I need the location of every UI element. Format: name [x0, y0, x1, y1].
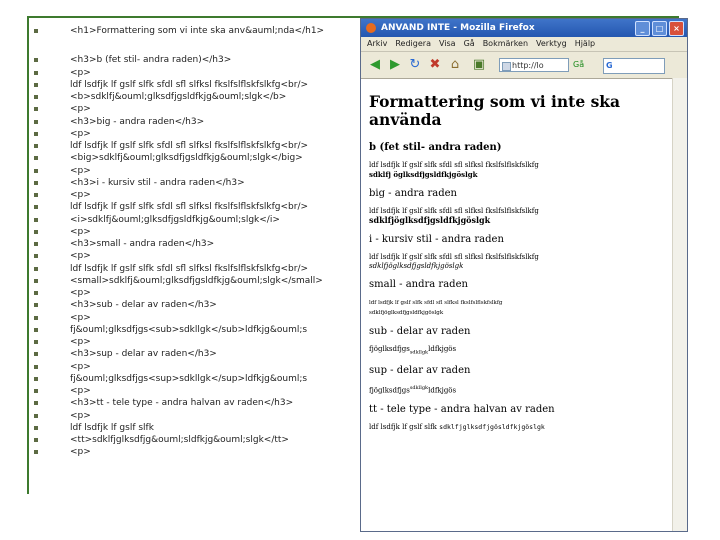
firefox-logo-icon [366, 23, 376, 33]
code-line-item [30, 324, 360, 336]
code-line-item [30, 397, 360, 409]
code-line-text: ldf lsdfjk lf gslf slfk sfdl sfl slfksl fkslfslflskfslkfg<br/> [70, 141, 309, 151]
code-line-item [30, 275, 360, 287]
vertical-scrollbar[interactable] [672, 78, 687, 531]
bullet-icon [34, 279, 38, 283]
bullet-icon [34, 95, 38, 99]
bullet-icon [34, 303, 38, 307]
code-line-item [30, 103, 360, 115]
text-after-sup: ldfkjgös [428, 386, 457, 395]
code-line-item [30, 238, 360, 250]
bullet-icon [34, 267, 38, 271]
section-paragraph-small [369, 298, 687, 318]
bullet-icon [34, 316, 38, 320]
section-paragraph-b [369, 161, 687, 180]
text-before-sub: fjöglksdfjgs [369, 345, 410, 353]
bullet-icon [34, 181, 38, 185]
superscript-text: sdkllgk [409, 385, 429, 392]
bold-text: sdklfj öglksdfjgsldfkjgöslgk [369, 170, 478, 179]
bullet-icon [34, 107, 38, 111]
menu-item-arkiv[interactable]: Arkiv [367, 39, 388, 48]
bullet-icon [34, 120, 38, 124]
code-line-text: <p> [70, 104, 91, 115]
italic-text: sdklfjöglksdfjgsldfkjgöslgk [369, 262, 464, 270]
go-button[interactable]: Gå [573, 60, 585, 69]
code-line-text: <small>sdklfj&ouml;glksdfjgsldfkjg&ouml;slgk</small> [70, 275, 323, 286]
code-line-item [30, 373, 360, 385]
code-line-item [30, 165, 360, 177]
code-line-text: <h3>sup - delar av raden</h3> [70, 349, 217, 360]
code-line-text: <p> [70, 165, 91, 176]
back-arrow-icon[interactable]: ◀ [370, 57, 380, 72]
code-line-text: <p> [70, 67, 91, 78]
bullet-icon [34, 218, 38, 222]
code-line-item [30, 128, 360, 140]
code-line-item [30, 361, 360, 373]
bullet-icon [34, 438, 38, 442]
code-line-text: <p> [70, 288, 91, 298]
navigation-toolbar [361, 52, 687, 79]
bullet-icon [34, 29, 38, 33]
bullet-icon [34, 328, 38, 332]
code-line-text: <p> [70, 190, 91, 200]
code-line-item [30, 250, 360, 262]
code-line-item [30, 25, 360, 37]
paragraph-line: ldf lsdfjk lf gslf slfk sfdl sfl slfksl fkslfslflskfslkfg [369, 253, 539, 261]
bullet-icon [34, 169, 38, 173]
code-line-text: ldf lsdfjk lf gslf slfk sfdl sfl slfksl fkslfslflskfslkfg<br/> [70, 202, 309, 213]
page-viewport [361, 78, 687, 531]
bullet-icon [34, 132, 38, 136]
bullet-icon [34, 414, 38, 418]
section-paragraph-italic [369, 253, 687, 271]
section-heading-italic: i - kursiv stil - andra raden [369, 234, 504, 245]
code-line-text: <b>sdklfj&ouml;glksdfjgsldfkjg&ouml;slgk</b> [70, 92, 287, 102]
bullet-icon [34, 426, 38, 430]
code-line-text: <h1>Formattering som vi inte ska anv&auml;nda</h1> [70, 26, 325, 36]
bullet-icon [34, 144, 38, 148]
code-line-item [30, 152, 360, 164]
text-before-sup: fjöglksdfjgs [369, 386, 410, 395]
code-line-item [30, 385, 360, 397]
code-line-text: ldf lsdfjk lf gslf slfk [70, 422, 154, 433]
menu-bar [361, 37, 687, 52]
code-line-item [30, 79, 360, 91]
code-line-text: ldf lsdfjk lf gslf slfk sfdl sfl slfksl fkslfslflskfslkfg<br/> [70, 263, 309, 274]
reload-icon[interactable]: ↻ [409, 57, 421, 72]
code-line-item [30, 348, 360, 360]
bullet-icon [34, 401, 38, 405]
window-titlebar [361, 19, 687, 37]
code-line-item [30, 201, 360, 213]
code-line-text: <p> [70, 226, 91, 237]
bullet-icon [34, 205, 38, 209]
code-line-item [30, 434, 360, 446]
bullet-icon [34, 365, 38, 369]
code-line-item [30, 299, 360, 311]
bullet-icon [34, 230, 38, 234]
window-controls [635, 21, 684, 36]
bullet-icon [34, 389, 38, 393]
home-icon[interactable]: ⌂ [450, 57, 460, 72]
window-title: ANVAND INTE - Mozilla Firefox [381, 23, 535, 33]
section-paragraph-tt [369, 423, 687, 432]
code-line-text: ldf lsdfjk lf gslf slfk sfdl sfl slfksl fkslfslflskfslkfg<br/> [70, 79, 309, 90]
search-input[interactable] [603, 58, 665, 74]
code-line-text: <p> [70, 312, 91, 323]
code-line-text: <p> [70, 447, 91, 458]
bullet-icon [34, 71, 38, 75]
code-line-text: <p> [70, 251, 91, 262]
code-line-item [30, 336, 360, 348]
menu-item-redigera[interactable]: Redigera [395, 39, 431, 48]
code-line-text: <p> [70, 361, 91, 372]
slide-frame-left [27, 16, 29, 494]
bullet-icon [34, 352, 38, 356]
paragraph-line: ldf lsdfjk lf gslf slfk sfdl sfl slfksl fkslfslflskfslkfg [369, 161, 539, 169]
bullet-icon [34, 58, 38, 62]
url-input[interactable]: http://lo [499, 58, 569, 72]
code-line-text: <tt>sdklfjglksdfjg&ouml;sldfkjg&ouml;slgk</tt> [70, 435, 289, 445]
code-line-item [30, 140, 360, 152]
page-heading: Formattering som vi inte ska använda [369, 92, 621, 129]
section-paragraph-sup [369, 384, 687, 395]
maximize-button[interactable]: □ [652, 21, 667, 36]
code-line-item [30, 91, 360, 103]
code-line-item [30, 446, 360, 458]
code-bullet-list [30, 25, 360, 459]
bullet-icon [34, 450, 38, 454]
code-line-text: <p> [70, 386, 91, 396]
paragraph-line: ldf lsdfjk lf gslf slfk sfdl sfl slfksl fkslfslflskfslkfg [369, 300, 503, 306]
bullet-icon [34, 242, 38, 246]
bullet-icon [34, 291, 38, 295]
menu-item-ga[interactable]: Gå [463, 39, 475, 48]
section-paragraph-sub [369, 345, 687, 357]
teletype-text: sdklfjglksdfjgösldfkjgöslgk [439, 422, 545, 431]
menu-item-bokmarken[interactable]: Bokmärken [482, 39, 529, 48]
code-line-text: <h3>big - andra raden</h3> [70, 116, 205, 127]
code-line-text: fj&ouml;glksdfjgs<sup>sdkllgk</sup>ldfkjg&ouml;s [70, 373, 308, 384]
code-line-item [30, 67, 360, 79]
code-line-item [30, 422, 360, 434]
code-line-item [30, 177, 360, 189]
section-heading-big: big - andra raden [369, 188, 457, 199]
section-heading-sup: sup - delar av raden [369, 365, 471, 377]
section-heading-small: small - andra raden [369, 279, 468, 290]
code-line-text: <h3>sub - delar av raden</h3> [70, 300, 217, 311]
code-line-item [30, 116, 360, 128]
code-line-text: <h3>small - andra raden</h3> [70, 239, 215, 249]
code-line-text: <p> [70, 410, 91, 421]
code-line-item [30, 312, 360, 324]
code-line-item [30, 189, 360, 201]
bullet-icon [34, 193, 38, 197]
subscript-text: sdkllgk [409, 349, 429, 356]
stop-icon[interactable]: ✖ [429, 57, 441, 72]
code-line-text: <p> [70, 337, 91, 347]
code-line-item [30, 287, 360, 299]
code-line-item [30, 263, 360, 275]
section-paragraph-big [369, 207, 687, 226]
code-line-text: <h3>i - kursiv stil - andra raden</h3> [70, 177, 245, 188]
code-line-item [30, 410, 360, 422]
menu-item-hjalp[interactable]: Hjälp [574, 39, 596, 48]
code-line-text: fj&ouml;glksdfjgs<sub>sdkllgk</sub>ldfkjg&ouml;s [70, 324, 308, 335]
paragraph-line: ldf lsdfjk lf gslf slfk sfdl sfl slfksl fkslfslflskfslkfg [369, 207, 539, 215]
close-button[interactable]: × [669, 21, 684, 36]
code-line-text: <i>sdklfj&ouml;glksdfjgsldfkjg&ouml;slgk</i> [70, 214, 280, 225]
forward-arrow-icon[interactable]: ▶ [390, 57, 400, 72]
text-after-sub: ldfkjgös [428, 345, 457, 353]
section-heading-b: b (fet stil- andra raden) [369, 142, 502, 153]
code-line-text: <h3>b (fet stil- andra raden)</h3> [70, 55, 232, 66]
code-line-item [30, 214, 360, 226]
menu-item-verktyg[interactable]: Verktyg [536, 39, 567, 48]
firefox-window [360, 18, 688, 532]
menu-item-visa[interactable]: Visa [438, 39, 456, 48]
code-line-text: <p> [70, 128, 91, 139]
bullet-icon [34, 377, 38, 381]
page-icon: ▣ [472, 57, 486, 72]
text-before-tt: ldf lsdfjk lf gslf slfk [369, 422, 440, 431]
bullet-icon [34, 156, 38, 160]
section-heading-sub: sub - delar av raden [369, 326, 471, 337]
big-text: sdklfjöglksdfjgsldfkjgöslgk [369, 215, 491, 225]
code-line-item [30, 226, 360, 238]
small-text: sdklfjöglksdfjgsldfkjgöslgk [369, 310, 444, 316]
bullet-icon [34, 340, 38, 344]
bullet-icon [34, 254, 38, 258]
bullet-icon [34, 83, 38, 87]
section-heading-tt: tt - tele type - andra halvan av raden [369, 403, 555, 415]
code-line-text: <h3>tt - tele type - andra halvan av raden</h3> [70, 398, 294, 409]
minimize-button[interactable]: _ [635, 21, 650, 36]
code-line-item [30, 54, 360, 66]
code-line-text: <big>sdklfj&ouml;glksdfjgsldfkjg&ouml;slgk</big> [70, 153, 303, 164]
